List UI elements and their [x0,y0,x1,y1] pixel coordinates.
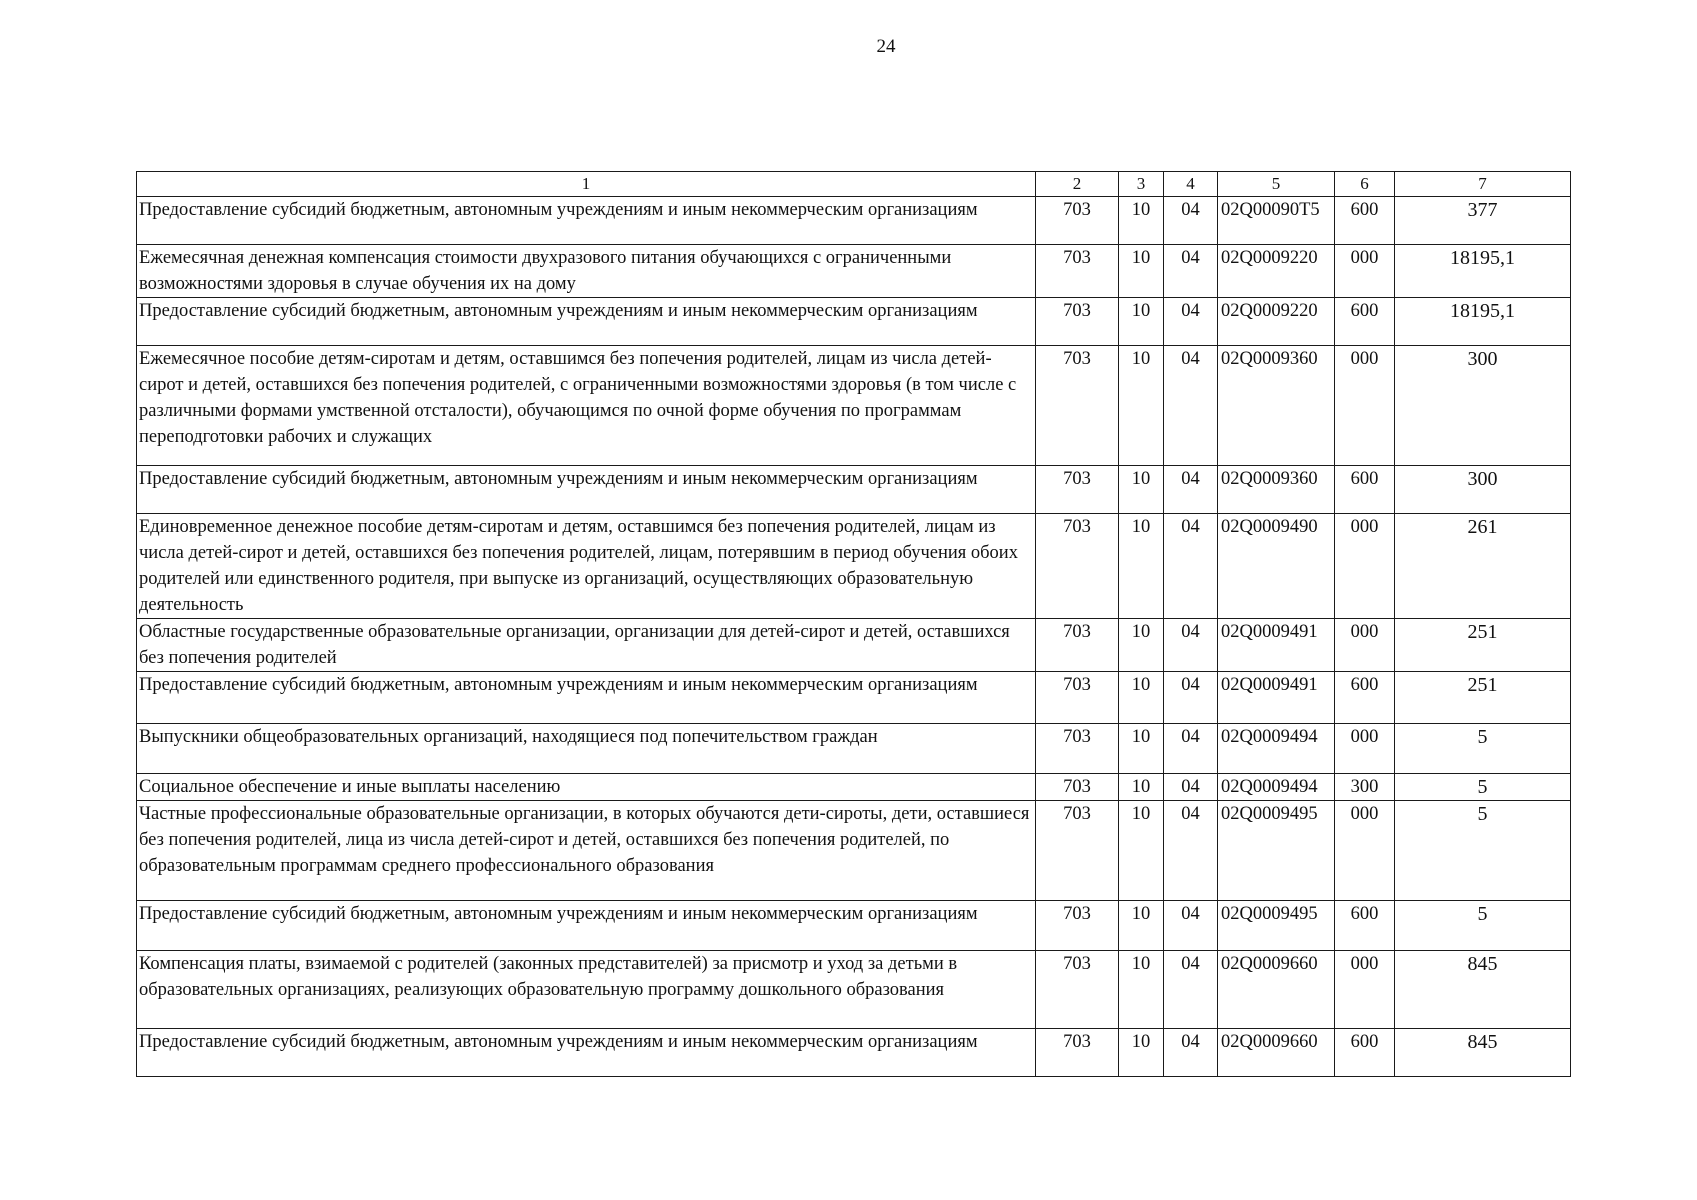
row-code-section: 10 [1119,298,1164,346]
row-amount: 18195,1 [1395,298,1571,346]
row-target-article: 02Q0009491 [1218,672,1335,724]
column-header-6: 6 [1335,172,1395,197]
row-amount: 5 [1395,724,1571,774]
row-code-section: 10 [1119,901,1164,951]
row-code-subsection: 04 [1164,197,1218,245]
row-name: Компенсация платы, взимаемой с родителей (законных представителей) за присмотр и уход за детьми в образовательных организациях, реализующих образовательную программу дошкольного образования [137,951,1036,1029]
row-code-section: 10 [1119,774,1164,801]
row-name: Социальное обеспечение и иные выплаты населению [137,774,1036,801]
row-expense-type: 000 [1335,346,1395,466]
row-code-subsection: 04 [1164,672,1218,724]
row-code-section: 10 [1119,346,1164,466]
row-target-article: 02Q0009220 [1218,245,1335,298]
column-header-7: 7 [1395,172,1571,197]
row-code-ministry: 703 [1036,951,1119,1029]
row-name: Предоставление субсидий бюджетным, автономным учреждениям и иным некоммерческим организациям [137,466,1036,514]
row-code-ministry: 703 [1036,346,1119,466]
row-code-ministry: 703 [1036,672,1119,724]
column-header-1: 1 [137,172,1036,197]
row-amount: 5 [1395,901,1571,951]
row-amount: 845 [1395,1029,1571,1077]
row-expense-type: 600 [1335,1029,1395,1077]
table-row [137,951,1571,1029]
table-row [137,672,1571,724]
row-amount: 5 [1395,801,1571,901]
row-target-article: 02Q0009491 [1218,619,1335,672]
row-code-ministry: 703 [1036,724,1119,774]
row-target-article: 02Q00090T5 [1218,197,1335,245]
budget-table [136,171,1571,1077]
table-row [137,514,1571,619]
column-header-5: 5 [1218,172,1335,197]
row-code-section: 10 [1119,197,1164,245]
table-row [137,901,1571,951]
row-code-ministry: 703 [1036,466,1119,514]
row-name: Предоставление субсидий бюджетным, автономным учреждениям и иным некоммерческим организациям [137,1029,1036,1077]
row-target-article: 02Q0009495 [1218,901,1335,951]
row-name: Ежемесячная денежная компенсация стоимости двухразового питания обучающихся с ограниченными возможностями здоровья в случае обучения их на дому [137,245,1036,298]
row-expense-type: 600 [1335,901,1395,951]
table-row [137,1029,1571,1077]
row-code-ministry: 703 [1036,298,1119,346]
row-expense-type: 000 [1335,619,1395,672]
row-code-subsection: 04 [1164,346,1218,466]
row-expense-type: 300 [1335,774,1395,801]
row-amount: 300 [1395,466,1571,514]
table-row [137,619,1571,672]
column-header-3: 3 [1119,172,1164,197]
row-code-subsection: 04 [1164,298,1218,346]
row-code-subsection: 04 [1164,801,1218,901]
row-code-subsection: 04 [1164,514,1218,619]
row-amount: 845 [1395,951,1571,1029]
row-name: Предоставление субсидий бюджетным, автономным учреждениям и иным некоммерческим организациям [137,197,1036,245]
row-expense-type: 600 [1335,672,1395,724]
row-name: Единовременное денежное пособие детям-сиротам и детям, оставшимся без попечения родителей, лицам из числа детей-сирот и детей, оставшихся без попечения родителей, лицам, потерявшим в период обучения обоих родителей или единственного родителя, при выпуске из организаций, осуществляющих образовательную деятельность [137,514,1036,619]
row-code-ministry: 703 [1036,901,1119,951]
column-header-2: 2 [1036,172,1119,197]
row-code-ministry: 703 [1036,774,1119,801]
table-row [137,466,1571,514]
row-code-subsection: 04 [1164,774,1218,801]
row-code-section: 10 [1119,801,1164,901]
row-expense-type: 600 [1335,298,1395,346]
row-target-article: 02Q0009360 [1218,466,1335,514]
row-code-section: 10 [1119,619,1164,672]
row-target-article: 02Q0009220 [1218,298,1335,346]
row-code-section: 10 [1119,672,1164,724]
row-code-subsection: 04 [1164,245,1218,298]
row-code-ministry: 703 [1036,1029,1119,1077]
row-name: Ежемесячное пособие детям-сиротам и детям, оставшимся без попечения родителей, лицам из числа детей-сирот и детей, оставшихся без попечения родителей, с ограниченными возможностями здоровья (в том числе с различными формами умственной отсталости), обучающимся по очной форме обучения по программам переподготовки рабочих и служащих [137,346,1036,466]
row-target-article: 02Q0009490 [1218,514,1335,619]
row-code-subsection: 04 [1164,951,1218,1029]
table-row [137,298,1571,346]
row-expense-type: 000 [1335,801,1395,901]
row-amount: 5 [1395,774,1571,801]
row-code-section: 10 [1119,245,1164,298]
row-expense-type: 600 [1335,197,1395,245]
table-row [137,774,1571,801]
row-name: Предоставление субсидий бюджетным, автономным учреждениям и иным некоммерческим организациям [137,672,1036,724]
column-header-4: 4 [1164,172,1218,197]
row-name: Выпускники общеобразовательных организаций, находящиеся под попечительством граждан [137,724,1036,774]
row-code-ministry: 703 [1036,514,1119,619]
row-amount: 18195,1 [1395,245,1571,298]
row-target-article: 02Q0009660 [1218,951,1335,1029]
row-code-subsection: 04 [1164,619,1218,672]
row-code-subsection: 04 [1164,901,1218,951]
row-expense-type: 000 [1335,951,1395,1029]
table-row [137,724,1571,774]
row-expense-type: 600 [1335,466,1395,514]
page-number: 24 [876,36,896,57]
table-row [137,346,1571,466]
row-code-subsection: 04 [1164,724,1218,774]
row-name: Областные государственные образовательные организации, организации для детей-сирот и детей, оставшихся без попечения родителей [137,619,1036,672]
row-amount: 251 [1395,619,1571,672]
row-code-ministry: 703 [1036,619,1119,672]
row-code-section: 10 [1119,466,1164,514]
row-code-subsection: 04 [1164,466,1218,514]
row-code-section: 10 [1119,1029,1164,1077]
row-target-article: 02Q0009360 [1218,346,1335,466]
row-name: Частные профессиональные образовательные организации, в которых обучаются дети-сироты, дети, оставшиеся без попечения родителей, лица из числа детей-сирот и детей, оставшихся без попечения родителей, по образовательным программам среднего профессионального образования [137,801,1036,901]
table-row [137,801,1571,901]
row-code-ministry: 703 [1036,801,1119,901]
row-amount: 377 [1395,197,1571,245]
table-row [137,197,1571,245]
row-code-ministry: 703 [1036,245,1119,298]
row-target-article: 02Q0009494 [1218,774,1335,801]
row-code-ministry: 703 [1036,197,1119,245]
row-name: Предоставление субсидий бюджетным, автономным учреждениям и иным некоммерческим организациям [137,298,1036,346]
row-code-subsection: 04 [1164,1029,1218,1077]
row-expense-type: 000 [1335,724,1395,774]
row-amount: 261 [1395,514,1571,619]
row-code-section: 10 [1119,514,1164,619]
row-amount: 300 [1395,346,1571,466]
row-target-article: 02Q0009494 [1218,724,1335,774]
row-name: Предоставление субсидий бюджетным, автономным учреждениям и иным некоммерческим организациям [137,901,1036,951]
row-amount: 251 [1395,672,1571,724]
row-expense-type: 000 [1335,245,1395,298]
row-target-article: 02Q0009660 [1218,1029,1335,1077]
row-expense-type: 000 [1335,514,1395,619]
table-row [137,245,1571,298]
row-target-article: 02Q0009495 [1218,801,1335,901]
header-row [137,172,1571,197]
row-code-section: 10 [1119,951,1164,1029]
row-code-section: 10 [1119,724,1164,774]
